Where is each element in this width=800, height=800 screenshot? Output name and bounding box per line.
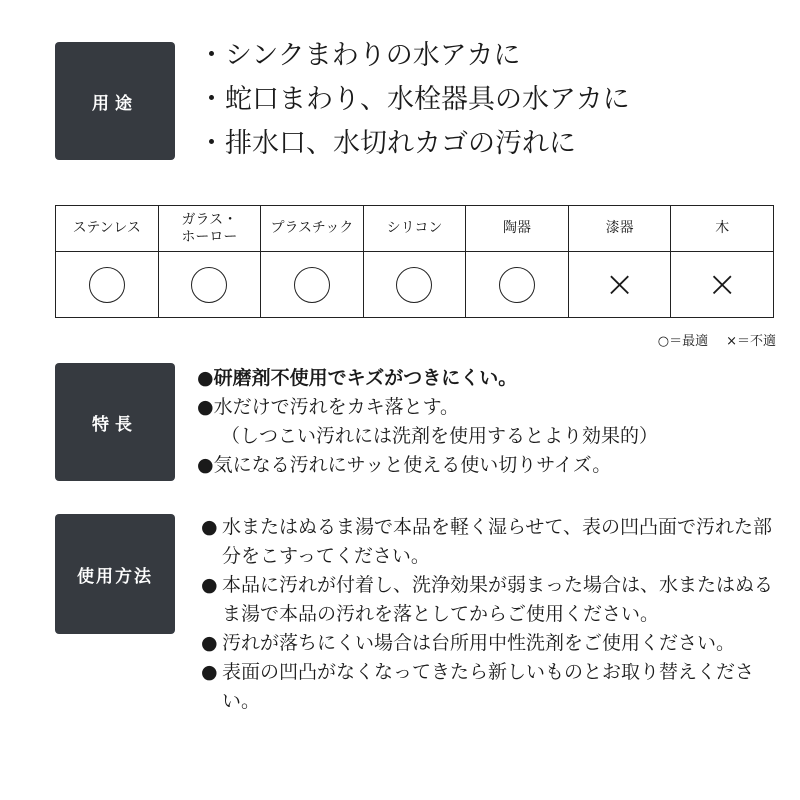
howto-text: 本品に汚れが付着し、洗浄効果が弱まった場合は、水またはぬるま湯で本品の汚れを落としてからご使用ください。 (222, 574, 774, 625)
compatibility-cell (466, 252, 569, 318)
material-header-stainless: ステンレス (56, 206, 159, 252)
howto-label: 使用方法 (55, 514, 175, 634)
table-legend (658, 330, 776, 349)
bullet-icon: ● (201, 632, 218, 654)
howto-item (201, 571, 781, 629)
usage-item: ・シンクまわりの水アカに (198, 40, 521, 71)
table-marks-row (56, 252, 774, 318)
legend-unsuitable: ×＝不適 (726, 334, 776, 349)
howto-text: 表面の凹凸がなくなってきたら新しいものとお取り替えください。 (222, 661, 755, 712)
material-header-plastic: プラスチック (261, 206, 364, 252)
features-label: 特長 (55, 363, 175, 481)
howto-text: 水またはぬるま湯で本品を軽く湿らせて、表の凹凸面で汚れた部分をこすってください。 (222, 516, 773, 567)
bullet-icon: ● (201, 516, 218, 538)
usage-item: ・蛇口まわり、水栓器具の水アカに (198, 84, 630, 115)
material-header-wood: 木 (671, 206, 774, 252)
legend-suitable: ○＝最適 (657, 334, 709, 349)
features-list (197, 364, 658, 480)
howto-list (201, 513, 781, 716)
material-header-silicone: シリコン (363, 206, 466, 252)
material-header-ceramic: 陶器 (466, 206, 569, 252)
suitable-circle-icon (294, 267, 330, 303)
material-header-lacquerware: 漆器 (568, 206, 671, 252)
usage-item: ・排水口、水切れカゴの汚れに (198, 128, 576, 159)
usage-label: 用途 (55, 42, 175, 160)
compatibility-cell (158, 252, 261, 318)
compatibility-cell (363, 252, 466, 318)
material-compatibility-table (55, 205, 774, 318)
material-header-glass-enamel (158, 206, 261, 252)
howto-item (201, 658, 781, 716)
unsuitable-cross-icon: × (707, 263, 738, 305)
howto-item (201, 513, 781, 571)
feature-item: ●水だけで汚れをカキ落とす。 (197, 396, 460, 418)
suitable-circle-icon (191, 267, 227, 303)
compatibility-cell (261, 252, 364, 318)
compatibility-cell (56, 252, 159, 318)
howto-text: 汚れが落ちにくい場合は台所用中性洗剤をご使用ください。 (222, 632, 736, 654)
suitable-circle-icon (396, 267, 432, 303)
suitable-circle-icon (499, 267, 535, 303)
bullet-icon: ● (201, 574, 218, 596)
feature-item: ●気になる汚れにサッと使える使い切りサイズ。 (197, 454, 612, 476)
material-header-label: ガラス・ ホーロー (181, 211, 238, 245)
table-header-row (56, 206, 774, 252)
howto-item (201, 629, 781, 658)
suitable-circle-icon (89, 267, 125, 303)
feature-note: （しつこい汚れには洗剤を使用するとより効果的） (221, 425, 659, 447)
compatibility-cell (568, 252, 671, 318)
compatibility-cell (671, 252, 774, 318)
unsuitable-cross-icon: × (604, 263, 635, 305)
bullet-icon: ● (201, 661, 218, 683)
feature-item: ●研磨剤不使用でキズがつきにくい。 (197, 367, 518, 389)
usage-list (198, 34, 630, 166)
